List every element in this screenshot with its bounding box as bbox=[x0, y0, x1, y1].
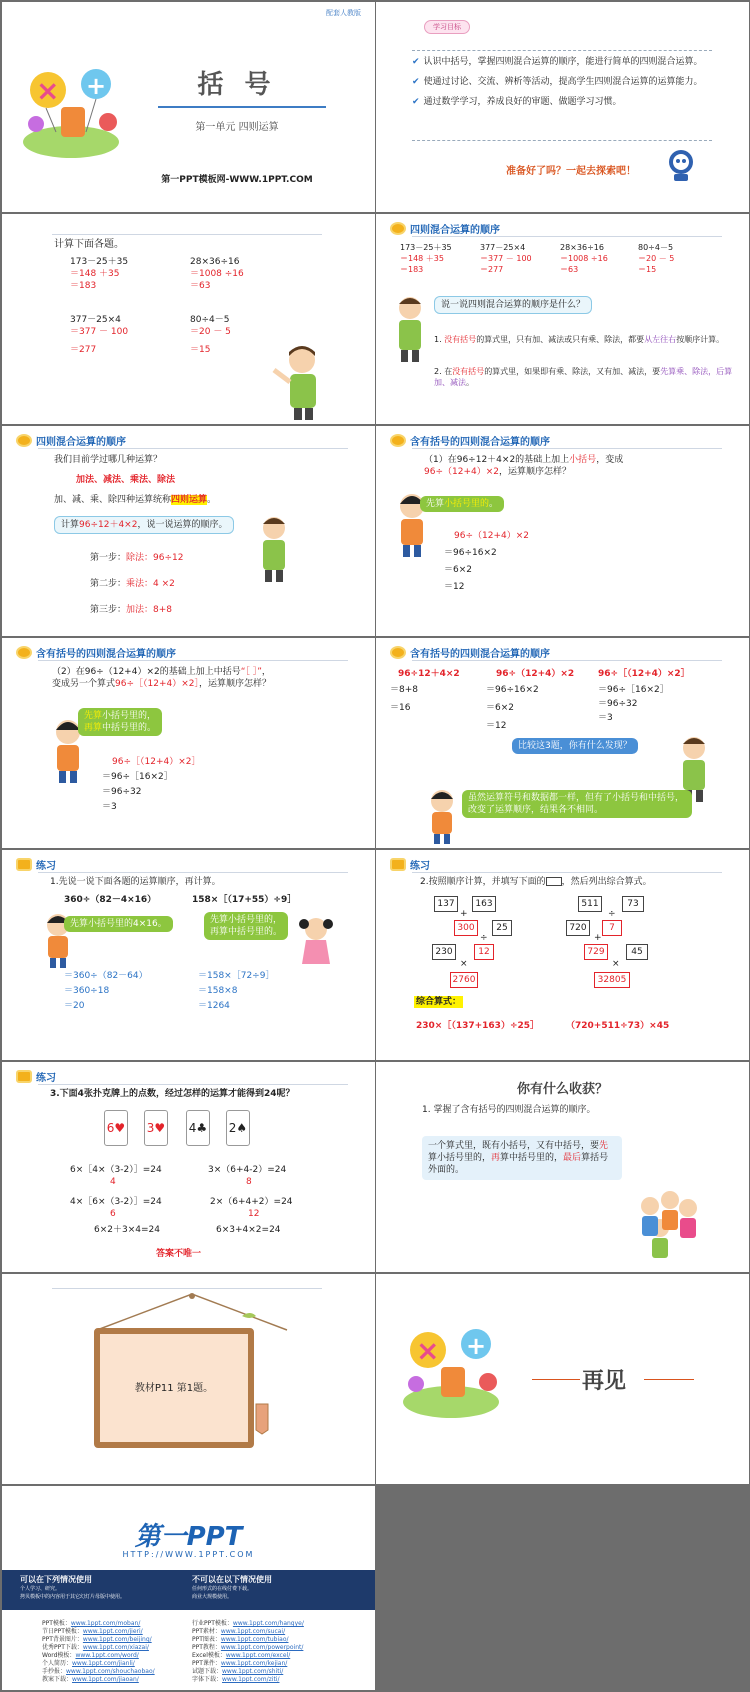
divider bbox=[412, 448, 722, 449]
cartoon-balloon-illustration bbox=[16, 62, 126, 162]
divider bbox=[52, 1288, 322, 1289]
link-row: PPT素材：www.1ppt.com/sucai/ bbox=[192, 1628, 286, 1635]
answer: 6×3+4×2=24 bbox=[216, 1225, 281, 1235]
check-icon: ✔ bbox=[412, 77, 420, 87]
link-row: 试题下载：www.1ppt.com/shiti/ bbox=[192, 1668, 284, 1675]
answer-note: 6 bbox=[110, 1209, 116, 1219]
ask-bubble: 计算96÷12＋4×2，说一说运算的顺序。 bbox=[54, 516, 234, 534]
link-row: Excel模板：www.1ppt.com/excel/ bbox=[192, 1652, 291, 1659]
section-icon bbox=[16, 646, 32, 659]
formula-label: 综合算式： bbox=[416, 997, 462, 1007]
link[interactable]: www.1ppt.com/beijing/ bbox=[82, 1636, 152, 1643]
slide-summary bbox=[376, 1062, 749, 1272]
goal-item: ✔ 使通过讨论、交流、辨析等活动，提高学生四则混合运算的运算能力。 bbox=[412, 77, 703, 87]
svg-text:+: + bbox=[86, 72, 107, 100]
goal-item: ✔ 通过数学学习，养成良好的审题、做题学习习惯。 bbox=[412, 97, 622, 107]
forbidden-use: 不可以在以下情况使用 任何形式的在线付费下载。 商业大规模使用。 bbox=[192, 1575, 272, 1600]
girl-illustration bbox=[294, 916, 338, 972]
column: 96÷（12+4）×2 ＝96÷16×2 ＝6×2 ＝12 bbox=[486, 669, 575, 731]
slide-practice-1 bbox=[2, 850, 375, 1060]
answer-note: 4 bbox=[110, 1177, 116, 1187]
pencil-icon bbox=[16, 858, 32, 871]
check-icon: ✔ bbox=[412, 57, 420, 67]
section-header: 含有括号的四则混合运算的顺序 bbox=[390, 644, 550, 660]
answer-bubble: 虽然运算符号和数据都一样，但有了小括号和中括号，改变了运算顺序，结果各不相同。 bbox=[462, 790, 692, 818]
robot-icon bbox=[666, 148, 696, 182]
check-icon: ✔ bbox=[412, 97, 420, 107]
problem: 28×36÷16 ＝1008 ÷16 ＝63 bbox=[560, 243, 608, 274]
divider bbox=[412, 50, 712, 51]
hint-bubble: 先算小括号里的。 bbox=[420, 496, 504, 512]
link[interactable]: www.1ppt.com/tubiao/ bbox=[220, 1636, 289, 1643]
subtitle: 第一单元 四则运算 bbox=[195, 122, 279, 133]
expression: 158×［（17+55）÷9］ bbox=[192, 895, 297, 905]
divider bbox=[412, 660, 722, 661]
cartoon-balloon-illustration bbox=[396, 1322, 506, 1422]
collective-name: 加、减、乘、除四种运算统称四则运算。 bbox=[54, 495, 217, 505]
summary-item: 1. 掌握了含有括号的四则混合运算的顺序。 bbox=[422, 1105, 596, 1115]
divider bbox=[38, 872, 348, 873]
link-row: 教案下载：www.1ppt.com/jiaoan/ bbox=[42, 1676, 139, 1683]
answer: 3×（6+4-2）=24 bbox=[208, 1165, 287, 1175]
slide-title-text: 括 号 bbox=[197, 70, 277, 100]
formula: （720+511÷73）×45 bbox=[566, 1021, 670, 1031]
hint-bubble: 先算小括号里的4×16。 bbox=[64, 916, 173, 932]
question: （1）在96÷12＋4×2的基础上加上小括号，变成 96÷（12+4）×2，运算顺序怎样？ bbox=[424, 455, 624, 477]
link[interactable]: www.1ppt.com/moban/ bbox=[70, 1620, 141, 1627]
answer: 4×［6×（3-2）］=24 bbox=[70, 1197, 162, 1207]
link-row: 节日PPT模板：www.1ppt.com/jieri/ bbox=[42, 1628, 143, 1635]
step: 第二步：乘法：4 ×2 bbox=[90, 579, 175, 589]
site-text: 第一PPT模板网-WWW.1PPT.COM bbox=[161, 175, 313, 185]
divider bbox=[412, 236, 722, 237]
question: 我们目前学过哪几种运算？ bbox=[54, 455, 163, 465]
slide-goodbye bbox=[376, 1274, 749, 1484]
link[interactable]: www.1ppt.com/ziti/ bbox=[222, 1676, 280, 1683]
task: 1.先说一说下面各题的运算顺序，再计算。 bbox=[50, 877, 221, 887]
problem: 377－25×4 ＝377 － 100 ＝277 bbox=[70, 315, 129, 355]
homework-text: 教材P11 第1题。 bbox=[134, 1383, 214, 1394]
slide-order bbox=[376, 214, 749, 424]
link-row: 个人简历：www.1ppt.com/jianli/ bbox=[42, 1660, 135, 1667]
section-header: 含有括号的四则混合运算的顺序 bbox=[390, 432, 550, 448]
tag-icon bbox=[252, 1402, 272, 1436]
summary-box: 一个算式里，既有小括号，又有中括号，要先算小括号里的，再算中括号里的，最后算括号外面的。 bbox=[422, 1136, 622, 1180]
goals-list bbox=[412, 56, 712, 108]
rule-2: 2. 在没有括号的算式里，如果即有乘、除法，又有加、减法，要先算乘、除法，后算加、减法。 bbox=[434, 367, 733, 387]
link[interactable]: www.1ppt.com/jieri/ bbox=[82, 1628, 143, 1635]
answer: 6×［4×（3-2）］=24 bbox=[70, 1165, 162, 1175]
calc-2: ＝158×［72÷9］ ＝158×8 ＝1264 bbox=[198, 971, 275, 1011]
brand-url: HTTP://WWW.1PPT.COM bbox=[122, 1550, 255, 1559]
slide-goals bbox=[376, 2, 749, 212]
prompt: 计算下面各题。 bbox=[54, 239, 124, 250]
problem: 377－25×4 ＝377 － 100 ＝277 bbox=[480, 243, 532, 274]
pencil-icon bbox=[390, 858, 406, 871]
question-bubble: 说一说四则混合运算的顺序是什么？ bbox=[434, 296, 592, 314]
task: 2.按照顺序计算，并填写下面的 ，然后列出综合算式。 bbox=[420, 877, 652, 887]
link[interactable]: www.1ppt.com/sucai/ bbox=[220, 1628, 286, 1635]
svg-text:×: × bbox=[36, 74, 60, 107]
link[interactable]: www.1ppt.com/excel/ bbox=[225, 1652, 291, 1659]
goodbye-text: 再见 bbox=[582, 1369, 627, 1394]
problem: 80÷4－5 ＝20 － 5 ＝15 bbox=[638, 243, 675, 274]
link[interactable]: www.1ppt.com/hangye/ bbox=[232, 1620, 304, 1627]
link-row: PPT教程：www.1ppt.com/powerpoint/ bbox=[192, 1644, 304, 1651]
task: 3.下面4张扑克牌上的点数，经过怎样的运算才能得到24呢？ bbox=[50, 1089, 295, 1099]
answer: 2×（6+4+2）=24 bbox=[210, 1197, 293, 1207]
children-illustration bbox=[626, 1184, 706, 1264]
boy-illustration bbox=[420, 788, 464, 846]
card-clubs: 4♣ bbox=[186, 1110, 210, 1146]
link-row: PPT图表：www.1ppt.com/tubiao/ bbox=[192, 1636, 289, 1643]
teacher-illustration bbox=[268, 342, 330, 420]
section-icon bbox=[390, 434, 406, 447]
slide-parentheses bbox=[376, 426, 749, 636]
link-row: PPT背景图片：www.1ppt.com/beijing/ bbox=[42, 1636, 152, 1643]
divider bbox=[38, 660, 348, 661]
question-bubble: 比较这3题，你有什么发现？ bbox=[512, 738, 638, 754]
section-icon bbox=[16, 434, 32, 447]
link-row: PPT模板：www.1ppt.com/moban/ bbox=[42, 1620, 141, 1627]
call-to-action: 准备好了吗？一起去探索吧！ bbox=[506, 166, 636, 177]
svg-text:×: × bbox=[416, 1334, 440, 1367]
problem: 28×36÷16 ＝1008 ÷16 ＝63 bbox=[190, 257, 244, 291]
answer-note: 12 bbox=[248, 1209, 260, 1219]
teacher-illustration bbox=[252, 514, 296, 584]
brand-logo: 第一PPT bbox=[134, 1522, 243, 1552]
formula: 230×［（137+163）÷25］ bbox=[416, 1021, 540, 1031]
board-hanger bbox=[92, 1292, 292, 1332]
divider bbox=[532, 1379, 580, 1380]
slide-compare bbox=[376, 638, 749, 848]
slide-homework bbox=[2, 1274, 375, 1484]
calculation: 96÷［（12+4）×2］ ＝96÷［16×2］ ＝96÷32 ＝3 bbox=[102, 757, 201, 812]
calculation: 96÷（12+4）×2 ＝96÷16×2 ＝6×2 ＝12 bbox=[444, 531, 529, 592]
link[interactable]: www.1ppt.com/kejian/ bbox=[220, 1660, 288, 1667]
section-header: 含有括号的四则混合运算的顺序 bbox=[16, 644, 176, 660]
hint-bubble: 先算小括号里的， 再算中括号里的。 bbox=[204, 912, 288, 940]
section-header: 练习 bbox=[390, 856, 430, 872]
link[interactable]: www.1ppt.com/shouchaobao/ bbox=[66, 1668, 155, 1675]
svg-text:+: + bbox=[466, 1332, 487, 1360]
slide-four-ops bbox=[2, 426, 375, 636]
section-header: 练习 bbox=[16, 1068, 56, 1084]
slide-practice-3 bbox=[2, 1062, 375, 1272]
divider bbox=[644, 1379, 694, 1380]
link[interactable]: www.1ppt.com/jiaoan/ bbox=[72, 1676, 139, 1683]
answer: 6×2＋3×4=24 bbox=[94, 1225, 160, 1235]
rule-1: 1. 没有括号的算式里，只有加、减法或只有乘、除法，都要从左往右按顺序计算。 bbox=[434, 335, 725, 344]
link-row: 字体下载：www.1ppt.com/ziti/ bbox=[192, 1676, 280, 1683]
card-hearts: 6♥ bbox=[104, 1110, 128, 1146]
link-row: PPT课件：www.1ppt.com/kejian/ bbox=[192, 1660, 288, 1667]
section-icon bbox=[390, 222, 406, 235]
title-underline bbox=[158, 106, 326, 108]
column: 96÷12＋4×2 ＝8+8 ＝16 bbox=[390, 669, 460, 713]
section-header: 四则混合运算的顺序 bbox=[16, 432, 126, 448]
links-left bbox=[42, 1620, 155, 1684]
problem: 173－25＋35 ＝148 ＋35 ＝183 bbox=[70, 257, 129, 291]
goals-tag: 学习目标 bbox=[424, 20, 470, 34]
empty-area bbox=[376, 1486, 750, 1692]
expression: 360÷（82－4×16） bbox=[64, 895, 157, 905]
link[interactable]: www.1ppt.com/jianli/ bbox=[72, 1660, 135, 1667]
card-hearts: 3♥ bbox=[144, 1110, 168, 1146]
pencil-icon bbox=[16, 1070, 32, 1083]
link-row: Word模板：www.1ppt.com/word/ bbox=[42, 1652, 139, 1659]
section-icon bbox=[390, 646, 406, 659]
calc-1: ＝360÷（82－64） ＝360÷18 ＝20 bbox=[64, 971, 148, 1011]
step: 第三步：加法：8+8 bbox=[90, 605, 173, 615]
slide-license bbox=[2, 1486, 375, 1690]
divider bbox=[52, 234, 322, 235]
link-row: 手抄报：www.1ppt.com/shouchaobao/ bbox=[42, 1668, 155, 1675]
summary-title: 你有什么收获？ bbox=[516, 1082, 608, 1097]
publisher-logo: 配套人教版 bbox=[326, 9, 361, 17]
divider bbox=[412, 872, 722, 873]
slide-title bbox=[2, 2, 375, 212]
problem: 80÷4－5 ＝20 － 5 ＝15 bbox=[190, 315, 231, 355]
column: 96÷［（12+4）×2］ ＝96÷［16×2］ ＝96÷32 ＝3 bbox=[598, 669, 690, 723]
slide-practice-2: 练习 2.按照顺序计算，并填写下面的 ，然后列出综合算式。 137 163 + 300 25 ÷ 12 230 × 2760 511 73 ÷ 7 720 + 729 45 × 32805 综合算式： 230×［（137+163）÷25］ （720+511÷73）×45 bbox=[376, 850, 749, 1060]
step: 第一步：除法：96÷12 bbox=[90, 553, 184, 563]
link[interactable]: www.1ppt.com/word/ bbox=[75, 1652, 139, 1659]
hint-bubble: 先算小括号里的， 再算中括号里的。 bbox=[78, 708, 162, 736]
link[interactable]: www.1ppt.com/shiti/ bbox=[222, 1668, 284, 1675]
link-row: 行业PPT模板：www.1ppt.com/hangye/ bbox=[192, 1620, 304, 1627]
link[interactable]: www.1ppt.com/powerpoint/ bbox=[220, 1644, 304, 1651]
divider bbox=[412, 140, 712, 141]
slide-brackets bbox=[2, 638, 375, 848]
links-right bbox=[192, 1620, 304, 1684]
blank-box-icon bbox=[546, 877, 562, 886]
question: （2）在96÷（12+4）×2的基础上加上中括号“［ ］”， 变成另一个算式96÷［（12+4）×2］，运算顺序怎样？ bbox=[52, 667, 272, 689]
goal-item: ✔ 认识中括号，掌握四则混合运算的顺序，能进行简单的四则混合运算。 bbox=[412, 57, 703, 67]
operations-list: 加法、减法、乘法、除法 bbox=[76, 475, 176, 485]
link[interactable]: www.1ppt.com/xiazai/ bbox=[82, 1644, 149, 1651]
section-header: 四则混合运算的顺序 bbox=[390, 220, 500, 236]
link-row: 优秀PPT下载：www.1ppt.com/xiazai/ bbox=[42, 1644, 149, 1651]
teacher-illustration bbox=[388, 294, 432, 364]
allowed-use: 可以在下列情况使用 个人学习、研究。 拷贝模板中的内容用于其它幻灯片母版中使用。 bbox=[20, 1575, 126, 1600]
slide-warmup bbox=[2, 214, 375, 424]
answer-note: 8 bbox=[246, 1177, 252, 1187]
problem: 173－25＋35 ＝148 ＋35 ＝183 bbox=[400, 243, 452, 274]
note: 答案不唯一 bbox=[156, 1249, 202, 1259]
card-spades: 2♠ bbox=[226, 1110, 250, 1146]
divider bbox=[38, 1084, 348, 1085]
divider bbox=[38, 448, 348, 449]
section-header: 练习 bbox=[16, 856, 56, 872]
